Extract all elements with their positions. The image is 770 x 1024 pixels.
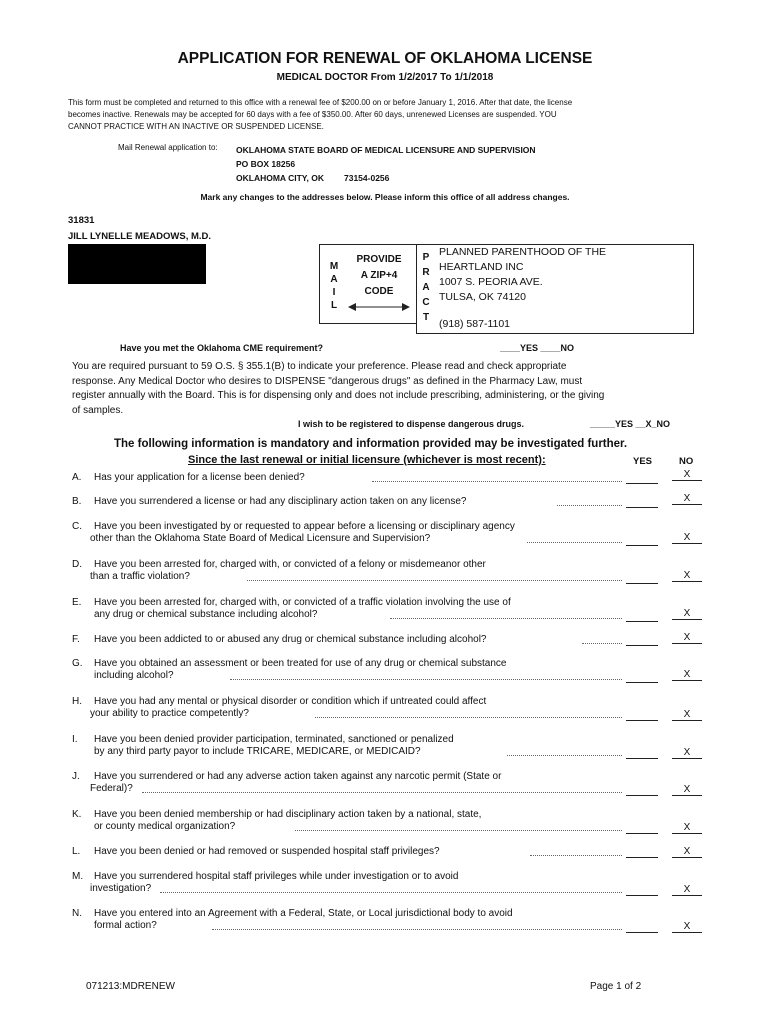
question-letter: J. xyxy=(72,771,80,782)
question-letter: D. xyxy=(72,559,82,570)
answer-no-i[interactable]: X xyxy=(672,747,702,759)
leader-dots xyxy=(315,708,622,718)
question-text: Have you been denied provider participation, terminated, sanctioned or penalized xyxy=(94,734,454,745)
leader-dots xyxy=(230,670,622,680)
dispense-paragraph: You are required pursuant to 59 O.S. § 355.1(B) to indicate your preference. Please read and check appropriate response. Any Medical Doctor who desires to DISPENSE "dangerous drugs" as defined in the Pharmacy Law, must register annually with the Board. This is for dispensing only and does not include prescribing, administering, or the giving of samples. xyxy=(72,361,605,416)
question-text: Have you been arrested for, charged with, or convicted of a felony or misdemeanor other xyxy=(94,559,486,570)
leader-dots xyxy=(372,472,622,482)
practice-line: HEARTLAND INC xyxy=(439,261,524,273)
mail-letter: A xyxy=(330,274,338,285)
question-letter: B. xyxy=(72,496,82,507)
leader-dots xyxy=(295,821,622,831)
question-text-cont: including alcohol? xyxy=(94,670,174,681)
board-city: OKLAHOMA CITY, OK xyxy=(236,173,324,183)
mark-changes-note: Mark any changes to the addresses below. Please inform this office of all address changes. xyxy=(200,192,570,202)
board-name: OKLAHOMA STATE BOARD OF MEDICAL LICENSURE AND SUPERVISION xyxy=(236,145,536,155)
mandatory-heading: The following information is mandatory and information provided may be investigated further. xyxy=(114,438,628,450)
answer-yes-k[interactable] xyxy=(626,822,658,834)
question-text: Have you been arrested for, charged with, or convicted of a traffic violation involving the use of xyxy=(94,597,511,608)
question-letter: E. xyxy=(72,597,82,608)
dispense-answer[interactable]: _____YES __X_NO xyxy=(590,419,671,429)
question-text: Have you been denied or had removed or suspended hospital staff privileges? xyxy=(94,846,440,857)
practice-line: TULSA, OK 74120 xyxy=(439,291,526,303)
board-city-line xyxy=(236,171,536,185)
question-text: Have you been addicted to or abused any drug or chemical substance including alcohol? xyxy=(94,634,487,645)
answer-yes-h[interactable] xyxy=(626,709,658,721)
mail-letter: I xyxy=(332,287,336,298)
question-letter: F. xyxy=(72,634,80,645)
question-text: Have you surrendered a license or had any disciplinary action taken on any license? xyxy=(94,496,467,507)
form-title: APPLICATION FOR RENEWAL OF OKLAHOMA LICENSE xyxy=(177,50,593,67)
pract-vertical-label xyxy=(421,250,431,325)
board-zip: 73154-0256 xyxy=(344,173,390,183)
answer-no-k[interactable]: X xyxy=(672,822,702,834)
answer-no-b[interactable]: X xyxy=(672,493,702,505)
page-number: Page 1 of 2 xyxy=(590,981,642,992)
leader-dots xyxy=(530,846,622,856)
leader-dots xyxy=(557,496,622,506)
practice-line: 1007 S. PEORIA AVE. xyxy=(439,276,543,288)
pract-letter: C xyxy=(422,297,430,308)
dispense-question: I wish to be registered to dispense dangerous drugs. xyxy=(298,419,525,429)
answer-no-g[interactable]: X xyxy=(672,669,702,681)
pract-letter: R xyxy=(422,267,430,278)
answer-yes-f[interactable] xyxy=(626,634,658,646)
answer-no-e[interactable]: X xyxy=(672,608,702,620)
question-text: Have you had any mental or physical disorder or condition which if untreated could affect xyxy=(94,696,487,707)
intro-paragraph: This form must be completed and returned to this office with a renewal fee of $200.00 on or before January 1, 2016. After that date, the license becomes inactive. Renewals may be accepted for 60 days with a fee of $350.00. After 60 days, unrenewed Licenses are suspended. YOU CANNOT PRACTICE WITH AN INACTIVE OR SUSPENDED LICENSE. xyxy=(68,98,573,131)
mail-vertical-label xyxy=(329,260,339,312)
question-text: Have you been investigated by or requested to appear before a licensing or disciplinary agency xyxy=(94,521,515,532)
leader-dots xyxy=(160,883,622,893)
question-text: Have you entered into an Agreement with a Federal, State, or Local jurisdictional body to avoid xyxy=(94,908,513,919)
no-column-header: NO xyxy=(679,456,694,467)
practice-address xyxy=(439,245,606,305)
question-letter: A. xyxy=(72,472,82,483)
leader-dots xyxy=(212,920,622,930)
provide-line: CODE xyxy=(364,286,394,297)
answer-yes-e[interactable] xyxy=(626,610,658,622)
question-text-cont: by any third party payor to include TRICARE, MEDICARE, or MEDICAID? xyxy=(94,746,421,757)
pract-letter: P xyxy=(422,252,430,263)
question-text-cont: or county medical organization? xyxy=(94,821,236,832)
mail-renewal-label: Mail Renewal application to: xyxy=(118,143,218,152)
redacted-address-block xyxy=(68,244,206,284)
question-text-cont: Federal)? xyxy=(90,783,133,794)
question-letter: H. xyxy=(72,696,82,707)
form-code: 071213:MDRENEW xyxy=(86,981,175,992)
question-letter: C. xyxy=(72,521,82,532)
answer-no-l[interactable]: X xyxy=(672,846,702,858)
pract-letter: A xyxy=(422,282,430,293)
answer-yes-i[interactable] xyxy=(626,747,658,759)
question-text-cont: investigation? xyxy=(90,883,152,894)
leader-dots xyxy=(390,609,622,619)
question-letter: L. xyxy=(72,846,81,857)
form-subtitle: MEDICAL DOCTOR From 1/2/2017 To 1/1/2018 xyxy=(276,72,494,83)
provide-line: PROVIDE xyxy=(356,254,402,265)
provide-line: A ZIP+4 xyxy=(360,270,398,281)
leader-dots xyxy=(507,746,622,756)
board-address xyxy=(236,143,536,185)
leader-dots xyxy=(247,571,622,581)
answer-yes-j[interactable] xyxy=(626,784,658,796)
answer-yes-l[interactable] xyxy=(626,846,658,858)
leader-dots xyxy=(527,533,622,543)
answer-no-f[interactable]: X xyxy=(672,632,702,644)
question-letter: N. xyxy=(72,908,82,919)
practice-line: PLANNED PARENTHOOD OF THE xyxy=(439,246,607,258)
question-text: Has your application for a license been denied? xyxy=(94,472,305,483)
answer-no-n[interactable]: X xyxy=(672,921,702,933)
licensee-name: JILL LYNELLE MEADOWS, M.D. xyxy=(68,231,212,242)
answer-no-c[interactable]: X xyxy=(672,532,702,544)
answer-no-a[interactable]: X xyxy=(672,469,702,481)
mail-letter: M xyxy=(329,261,339,272)
mail-letter: L xyxy=(330,300,338,311)
question-text-cont: any drug or chemical substance including alcohol? xyxy=(94,609,318,620)
answer-no-m[interactable]: X xyxy=(672,884,702,896)
provide-zip-note xyxy=(350,252,408,300)
double-arrow-icon xyxy=(348,300,410,318)
license-number: 31831 xyxy=(68,215,95,226)
answer-yes-n[interactable] xyxy=(626,921,658,933)
question-letter: K. xyxy=(72,809,82,820)
leader-dots xyxy=(142,783,622,793)
pract-letter: T xyxy=(422,312,430,323)
question-text: Have you surrendered or had any adverse action taken against any narcotic permit (State or xyxy=(94,771,502,782)
question-text: Have you obtained an assessment or been treated for use of any drug or chemical substance xyxy=(94,658,507,669)
leader-dots xyxy=(582,634,622,644)
question-letter: M. xyxy=(72,871,84,882)
since-heading: Since the last renewal or initial licensure (whichever is most recent): xyxy=(188,454,546,466)
answer-yes-g[interactable] xyxy=(626,671,658,683)
cme-answer[interactable]: ____YES ____NO xyxy=(500,343,575,353)
question-letter: I. xyxy=(72,734,78,745)
answer-yes-m[interactable] xyxy=(626,884,658,896)
question-text-cont: formal action? xyxy=(94,920,157,931)
board-po-box: PO BOX 18256 xyxy=(236,159,296,169)
answer-no-d[interactable]: X xyxy=(672,570,702,582)
answer-yes-c[interactable] xyxy=(626,534,658,546)
cme-question: Have you met the Oklahoma CME requirement? xyxy=(120,343,324,353)
answer-yes-a[interactable] xyxy=(626,472,658,484)
answer-yes-b[interactable] xyxy=(626,496,658,508)
question-text-cont: than a traffic violation? xyxy=(90,571,190,582)
question-text: Have you surrendered hospital staff privileges while under investigation or to avoid xyxy=(94,871,459,882)
question-text-cont: your ability to practice competently? xyxy=(90,708,249,719)
question-text-cont: other than the Oklahoma State Board of Medical Licensure and Supervision? xyxy=(90,533,431,544)
answer-no-h[interactable]: X xyxy=(672,709,702,721)
yes-column-header: YES xyxy=(633,456,653,467)
answer-no-j[interactable]: X xyxy=(672,784,702,796)
answer-yes-d[interactable] xyxy=(626,572,658,584)
question-text: Have you been denied membership or had disciplinary action taken by a national, state, xyxy=(94,809,482,820)
practice-phone: (918) 587-1101 xyxy=(439,318,511,330)
question-letter: G. xyxy=(72,658,83,669)
